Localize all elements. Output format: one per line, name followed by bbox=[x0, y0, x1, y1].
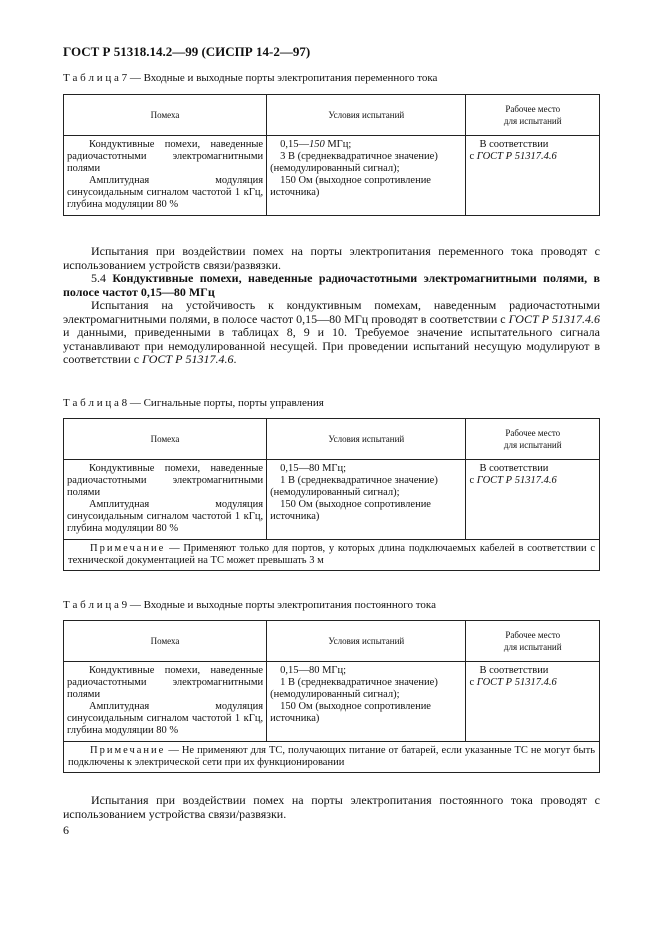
table-9-cell-conditions: 0,15—80 МГц; 1 В (среднеквадратичное значение) (немодулированный сигнал); 150 Ом (выходное сопротивление источника) bbox=[267, 662, 466, 742]
paragraph-dc-ports: Испытания при воздействии помех на порты электропитания постоянного тока проводят с использованием устройства связи/развязки. bbox=[63, 793, 600, 821]
page-number: 6 bbox=[63, 823, 69, 837]
table-9-caption: Т а б л и ц а 9 — Входные и выходные порты электропитания постоянного тока bbox=[63, 599, 436, 611]
table-7-caption: Т а б л и ц а 7 — Входные и выходные порты электропитания переменного тока bbox=[63, 72, 438, 84]
table-8-note: Примечание — Применяют только для портов, у которых длина подключаемых кабелей в соответствии с технической документацией на ТС может превышать 3 м bbox=[64, 540, 600, 571]
column-header-interference: Помеха bbox=[64, 621, 267, 662]
section-5-4-heading: 5.4 Кондуктивные помехи, наведенные радиочастотными электромагнитными полями, в полосе частот 0,15—80 МГц bbox=[63, 271, 601, 299]
table-7-cell-interference: Кондуктивные помехи, наведенные радиочастотными электромагнитными полями Амплитудная модуляция синусоидальным сигналом частотой 1 кГц, глубина модуляции 80 % bbox=[64, 136, 267, 216]
column-header-conditions: Условия испытаний bbox=[267, 621, 466, 662]
column-header-conditions: Условия испытаний bbox=[267, 419, 466, 460]
column-header-workplace: Рабочее место для испытаний bbox=[466, 621, 600, 662]
column-header-interference: Помеха bbox=[64, 419, 267, 460]
table-7 bbox=[63, 94, 600, 216]
column-header-workplace: Рабочее место для испытаний bbox=[466, 95, 600, 136]
table-8 bbox=[63, 418, 600, 571]
table-9-cell-interference: Кондуктивные помехи, наведенные радиочастотными электромагнитными полями Амплитудная модуляция синусоидальным сигналом частотой 1 кГц, глубина модуляции 80 % bbox=[64, 662, 267, 742]
column-header-conditions: Условия испытаний bbox=[267, 95, 466, 136]
table-8-cell-interference: Кондуктивные помехи, наведенные радиочастотными электромагнитными полями Амплитудная модуляция синусоидальным сигналом частотой 1 кГц, глубина модуляции 80 % bbox=[64, 460, 267, 540]
column-header-interference: Помеха bbox=[64, 95, 267, 136]
table-7-cell-workplace: В соответствии с ГОСТ Р 51317.4.6 bbox=[466, 136, 600, 216]
table-9-note: Примечание — Не применяют для ТС, получающих питание от батарей, если указанные ТС не могут быть подключены к электрической сети при их функционировании bbox=[64, 742, 600, 773]
table-9 bbox=[63, 620, 600, 773]
table-8-cell-conditions: 0,15—80 МГц; 1 В (среднеквадратичное значение) (немодулированный сигнал); 150 Ом (выходное сопротивление источника) bbox=[267, 460, 466, 540]
paragraph-test-method: Испытания на устойчивость к кондуктивным помехам, наведенным радиочастотными электромагнитными полями, в полосе частот 0,15—80 МГц проводят в соответствии с ГОСТ Р 51317.4.6 и данными, приведенными в таблицах 8, 9 и 10. Требуемое значение испытательного сигнала устанавливают при немодулированной несущей. При проведении испытаний несущую модулируют в соответствии с ГОСТ Р 51317.4.6. bbox=[63, 298, 600, 366]
table-8-caption: Т а б л и ц а 8 — Сигнальные порты, порты управления bbox=[63, 397, 324, 409]
column-header-workplace: Рабочее место для испытаний bbox=[466, 419, 600, 460]
document-header: ГОСТ Р 51318.14.2—99 (СИСПР 14-2—97) bbox=[63, 44, 311, 59]
paragraph-ac-ports: Испытания при воздействии помех на порты электропитания переменного тока проводят с использованием устройств связи/развязки. bbox=[63, 244, 600, 272]
table-8-cell-workplace: В соответствии с ГОСТ Р 51317.4.6 bbox=[466, 460, 600, 540]
table-7-cell-conditions: 0,15—150 МГц; 3 В (среднеквадратичное значение) (немодулированный сигнал); 150 Ом (выходное сопротивление источника) bbox=[267, 136, 466, 216]
table-9-cell-workplace: В соответствии с ГОСТ Р 51317.4.6 bbox=[466, 662, 600, 742]
